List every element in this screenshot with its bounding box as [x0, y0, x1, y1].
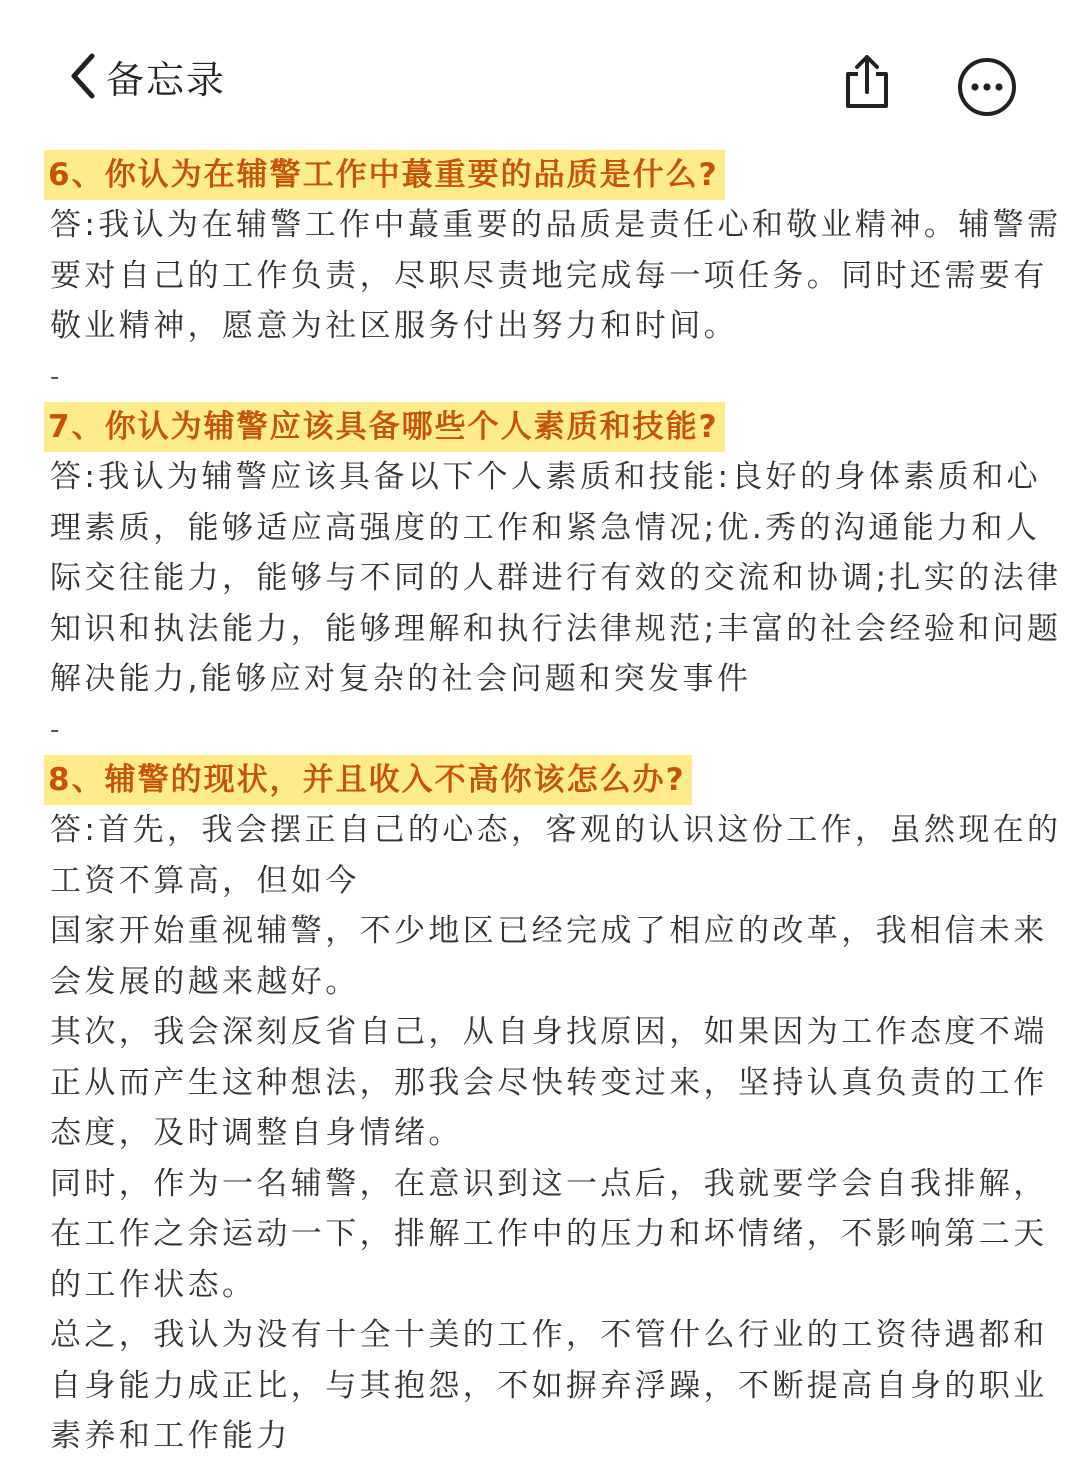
question-heading: 6、你认为在辅警工作中蕞重要的品质是什么? [44, 150, 725, 200]
answer-line: 素养和工作能力 [50, 1418, 291, 1454]
answer-line: 国家开始重视辅警，不少地区已经完成了相应的改革，我相信未来 [50, 913, 1048, 949]
answer-line: 理素质，能够适应高强度的工作和紧急情况;优.秀的沟通能力和人 [50, 509, 1041, 546]
answer-line: 要对自己的工作负责，尽职尽责地完成每一项任务。同时还需要有 [50, 257, 1048, 294]
answer-line: 答:首先，我会摆正自己的心态，客观的认识这份工作，虽然现在的 [50, 812, 1062, 848]
question-heading: 7、你认为辅警应该具备哪些个人素质和技能? [44, 402, 725, 452]
answer-line: 态度，及时调整自身情绪。 [50, 1115, 463, 1151]
back-button[interactable] [66, 48, 226, 104]
answer-line: 答:我认为辅警应该具备以下个人素质和技能:良好的身体素质和心 [50, 459, 1041, 495]
question-heading: 8、辅警的现状，并且收入不高你该怎么办? [44, 755, 692, 805]
back-label: 备忘录 [106, 57, 227, 102]
share-icon[interactable] [838, 52, 896, 112]
answer-line: 自身能力成正比，与其抱怨，不如摒弃浮躁，不断提高自身的职业 [50, 1367, 1048, 1404]
qa-item-8 [48, 755, 1062, 1462]
qa-item-7 [48, 402, 1062, 755]
answer-line: 工资不算高，但如今 [50, 862, 360, 899]
qa-item-6 [48, 150, 1062, 402]
answer-line: 敬业精神，愿意为社区服务付出努力和时间。 [50, 308, 738, 344]
answer-line: 的工作状态。 [50, 1266, 257, 1303]
more-icon[interactable] [956, 56, 1018, 118]
answer-line: 在工作之余运动一下，排解工作中的压力和坏情绪，不影响第二天 [50, 1216, 1048, 1252]
answer-line: 其次，我会深刻反省自己，从自身找原因，如果因为工作态度不端 [50, 1014, 1048, 1050]
answer-line: 会发展的越来越好。 [50, 963, 360, 1000]
answer-line: 同时，作为一名辅警，在意识到这一点后，我就要学会自我排解， [50, 1165, 1048, 1202]
answer-line: 知识和执法能力，能够理解和执行法律规范;丰富的社会经验和问题 [50, 610, 1062, 647]
separator: - [50, 714, 60, 745]
answer-line: 正从而产生这种想法，那我会尽快转变过来，坚持认真负责的工作 [50, 1064, 1048, 1101]
navigation-bar [0, 0, 1080, 140]
answer-line: 总之，我认为没有十全十美的工作，不管什么行业的工资待遇都和 [50, 1317, 1048, 1353]
answer-line: 答:我认为在辅警工作中蕞重要的品质是责任心和敬业精神。辅警需 [50, 207, 1062, 243]
answer-line: 解决能力,能够应对复杂的社会问题和突发事件 [50, 661, 752, 697]
note-content [48, 150, 1062, 1462]
answer-line: 际交往能力，能够与不同的人群进行有效的交流和协调;扎实的法律 [50, 560, 1062, 596]
separator: - [50, 361, 60, 392]
chevron-left-icon [66, 50, 100, 102]
